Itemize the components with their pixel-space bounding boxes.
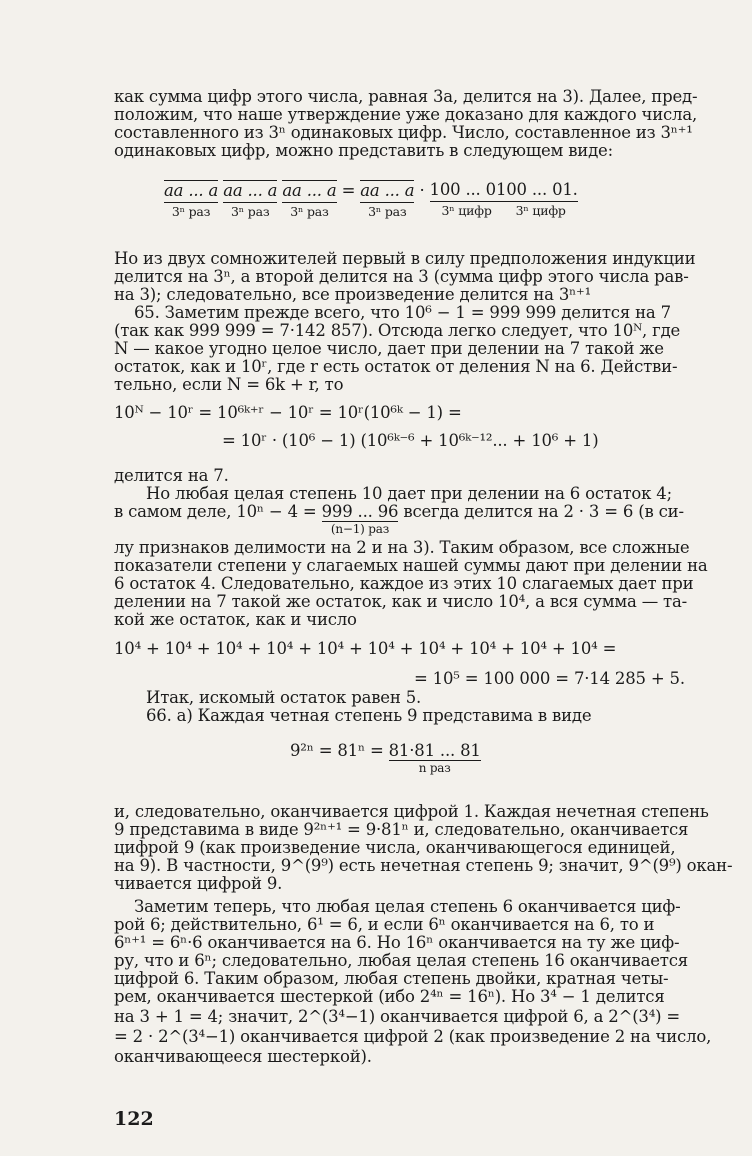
text-line: ру, что и 6ⁿ; следовательно, любая целая степень 16 оканчивается [114, 951, 688, 970]
text-line: (так как 999 999 = 7·142 857). Отсюда легко следует, что 10ᴺ, где [114, 321, 681, 340]
text-line: на 9). В частности, 9^(9⁹) есть нечетная степень 9; значит, 9^(9⁹) окан- [114, 856, 733, 875]
equals-sign: = [341, 181, 356, 200]
text-line: показатели степени у слагаемых нашей суммы дают при делении на [114, 556, 708, 575]
text-line: цифрой 9 (как произведение числа, оканчивающегося единицей, [114, 838, 676, 857]
equation-3a: 10⁴ + 10⁴ + 10⁴ + 10⁴ + 10⁴ + 10⁴ + 10⁴ + 10⁴ + 10⁴ + 10⁴ = [114, 639, 617, 658]
text-line: делении на 7 такой же остаток, как и число 10⁴, а вся сумма — та- [114, 592, 687, 611]
text-line: составленного из 3ⁿ одинаковых цифр. Число, составленное из 3ⁿ⁺¹ [114, 123, 693, 142]
equation-group: aa ... a 3ⁿ раз [223, 181, 278, 219]
text-line: делится на 3ⁿ, а второй делится на 3 (сумма цифр этого числа рав- [114, 267, 689, 286]
text-line: на 3 + 1 = 4; значит, 2^(3⁴−1) оканчивается цифрой 6, а 2^(3⁴) = [114, 1007, 681, 1026]
text-line: Заметим теперь, что любая целая степень 6 оканчивается циф- [134, 897, 681, 916]
equation-4: 9²ⁿ = 81ⁿ = 81·81 ... 81 n раз [290, 741, 481, 775]
text-line: оканчивающееся шестеркой). [114, 1047, 372, 1066]
text-line: на 3); следовательно, все произведение делится на 3ⁿ⁺¹ [114, 285, 591, 304]
equation-1 [164, 180, 578, 219]
text-line: 9 представима в виде 9²ⁿ⁺¹ = 9·81ⁿ и, следовательно, оканчивается [114, 820, 689, 839]
text-line: Но из двух сомножителей первый в силу предположения индукции [114, 249, 696, 268]
text-line: 6ⁿ⁺¹ = 6ⁿ·6 оканчивается на 6. Но 16ⁿ оканчивается на ту же циф- [114, 933, 680, 952]
text-line: как сумма цифр этого числа, равная 3a, делится на 3). Далее, пред- [114, 87, 698, 106]
multiply-dot: · [419, 181, 425, 200]
text-line: рой 6; действительно, 6¹ = 6, и если 6ⁿ оканчивается на 6, то и [114, 915, 655, 934]
text-line: положим, что наше утверждение уже доказано для каждого числа, [114, 105, 698, 124]
text-line-with-brace: в самом деле, 10ⁿ − 4 = 999 ... 96 (n−1) раз всегда делится на 2 · 3 = 6 (в си- [114, 502, 684, 536]
equation-group: aa ... a 3ⁿ раз [164, 181, 219, 219]
text-line: делится на 7. [114, 466, 229, 485]
text-line: кой же остаток, как и число [114, 610, 357, 629]
text-line: рем, оканчивается шестеркой (ибо 2⁴ⁿ = 16ⁿ). Но 3⁴ − 1 делится [114, 987, 665, 1006]
equation-group: 100 ... 0100 ... 01. 3ⁿ цифр 3ⁿ цифр [429, 180, 578, 218]
equation-group: aa ... a 3ⁿ раз [282, 181, 337, 219]
equation-group: aa ... a 3ⁿ раз [360, 181, 415, 219]
text-line: N — какое угодно целое число, дает при делении на 7 такой же [114, 339, 664, 358]
page-number: 122 [114, 1108, 154, 1130]
text-line: лу признаков делимости на 2 и на 3). Таким образом, все сложные [114, 538, 690, 557]
equation-2b: = 10ʳ · (10⁶ − 1) (10⁶ᵏ⁻⁶ + 10⁶ᵏ⁻¹²... + 10⁶ + 1) [222, 431, 599, 450]
text-line: Но любая целая степень 10 дает при делении на 6 остаток 4; [146, 484, 672, 503]
text-line: Итак, искомый остаток равен 5. [146, 688, 422, 707]
text-line: чивается цифрой 9. [114, 874, 283, 893]
text-line: 66. а) Каждая четная степень 9 представима в виде [146, 706, 592, 725]
text-line: остаток, как и 10ʳ, где r есть остаток от деления N на 6. Действи- [114, 357, 678, 376]
text-line: и, следовательно, оканчивается цифрой 1. Каждая нечетная степень [114, 802, 709, 821]
equation-2a: 10ᴺ − 10ʳ = 10⁶ᵏ⁺ʳ − 10ʳ = 10ʳ(10⁶ᵏ − 1) = [114, 403, 462, 422]
text-line: 65. Заметим прежде всего, что 10⁶ − 1 = 999 999 делится на 7 [134, 303, 671, 322]
text-line: 6 остаток 4. Следовательно, каждое из этих 10 слагаемых дает при [114, 574, 694, 593]
text-line: тельно, если N = 6k + r, то [114, 375, 344, 394]
text-line: = 2 · 2^(3⁴−1) оканчивается цифрой 2 (как произведение 2 на число, [114, 1027, 712, 1046]
equation-3b: = 10⁵ = 100 000 = 7·14 285 + 5. [414, 669, 685, 688]
text-line: цифрой 6. Таким образом, любая степень двойки, кратная четы- [114, 969, 669, 988]
text-line: одинаковых цифр, можно представить в следующем виде: [114, 141, 613, 160]
